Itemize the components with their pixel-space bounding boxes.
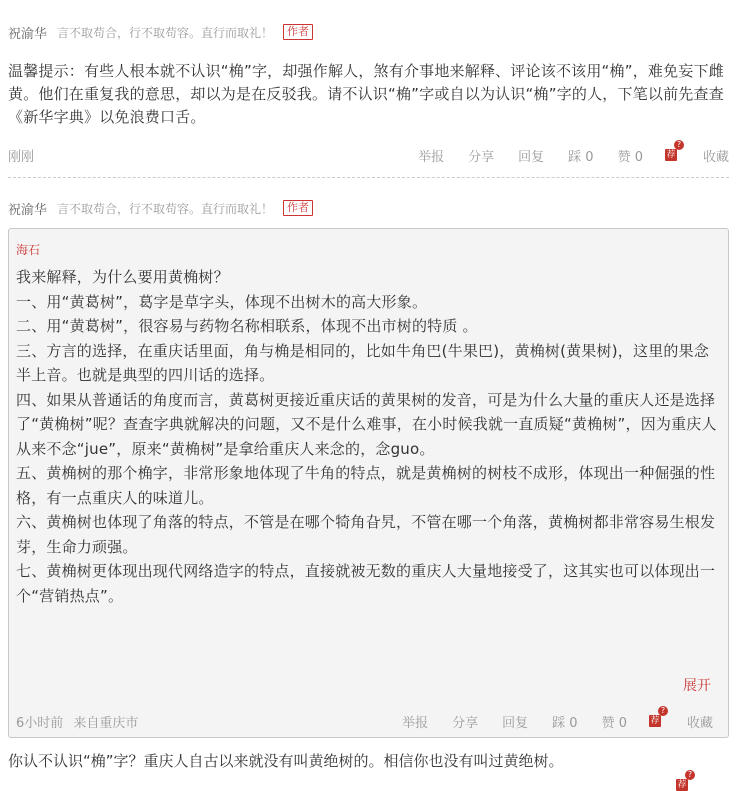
dislike-button[interactable]: 踩 0 bbox=[568, 149, 594, 165]
like-button[interactable]: 赞 0 bbox=[617, 149, 643, 165]
quoted-line: 六、黄桷树也体现了角落的特点，不管是在哪个犄角旮旯，不管在哪一个角落，黄桷树都非常容易生根发芽，生命力顽强。 bbox=[16, 513, 716, 556]
author-badge: 作者 bbox=[283, 200, 313, 216]
quoted-line: 一、用“黄葛树”，葛字是草字头，体现不出树木的高大形象。 bbox=[16, 292, 428, 311]
report-button[interactable]: 举报 bbox=[402, 715, 429, 731]
report-button[interactable]: 举报 bbox=[418, 149, 445, 165]
quoted-line: 二、用“黄葛树”，很容易与药物名称相联系，体现不出市树的特质 。 bbox=[16, 317, 478, 335]
comment-item bbox=[8, 190, 729, 790]
reply-button[interactable]: 回复 bbox=[518, 149, 545, 165]
author-name[interactable]: 祝渝华 bbox=[8, 26, 48, 42]
comment-header bbox=[8, 194, 729, 222]
dislike-button[interactable]: 踩 0 bbox=[552, 715, 578, 731]
recommend-button[interactable] bbox=[649, 706, 666, 728]
comment-header bbox=[8, 18, 729, 46]
help-badge-icon: ? bbox=[658, 706, 668, 716]
author-signature: 言不取苟合，行不取苟容。直行而取礼！ bbox=[57, 25, 274, 40]
divider bbox=[8, 177, 729, 178]
quoted-line: 三、方言的选择，在重庆话里面，角与桷是相同的，比如牛角巴(牛果巴)，黄桷树(黄果树)，这里的果念半上音。也就是典型的四川话的选择。 bbox=[16, 341, 710, 384]
recommend-icon: 荐 bbox=[666, 150, 676, 160]
help-badge-icon: ? bbox=[674, 140, 684, 150]
quoted-line: 我来解释，为什么要用黄桷树？ bbox=[16, 268, 229, 286]
comment-item bbox=[8, 0, 729, 178]
collect-button[interactable]: 收藏 bbox=[702, 149, 729, 165]
quoted-location: 来自重庆市 bbox=[73, 715, 139, 731]
comment-meta bbox=[8, 140, 729, 167]
share-button[interactable]: 分享 bbox=[452, 715, 479, 731]
quoted-author[interactable]: 海石 bbox=[16, 243, 41, 257]
comment-time: 刚刚 bbox=[8, 149, 35, 165]
reply-button[interactable]: 回复 bbox=[502, 715, 529, 731]
quoted-text bbox=[16, 265, 720, 608]
quoted-line: 五、黄桷树的那个桷字，非常形象地体现了牛角的特点，就是黄桷树的树枝不成形，体现出一种倔强的性格，有一点重庆人的味道儿。 bbox=[16, 464, 716, 507]
help-badge-icon: ? bbox=[685, 770, 695, 780]
author-name[interactable]: 祝渝华 bbox=[8, 202, 48, 218]
comment-text: 温馨提示：有些人根本就不认识“桷”字，却强作解人，煞有介事地来解释、评论该不该用“桷”，难免妄下雌黄。他们在重复我的意思，却以为是在反驳我。请不认识“桷”字或自以为认识“桷”字的人，下笔以前先查查《新华字典》以免浪费口舌。 bbox=[8, 62, 724, 126]
author-badge: 作者 bbox=[283, 24, 313, 40]
quoted-time: 6小时前 bbox=[16, 715, 64, 731]
like-button[interactable]: 赞 0 bbox=[601, 715, 627, 731]
quoted-time-location bbox=[16, 712, 378, 731]
comment-text: 你认不认识“桷”字？重庆人自古以来就没有叫黄绝树的。相信你也没有叫过黄绝树。 bbox=[8, 752, 564, 770]
share-button[interactable]: 分享 bbox=[468, 149, 495, 165]
quoted-line: 四、如果从普通话的角度而言，黄葛树更接近重庆话的黄果树的发音，可是为什么大量的重庆人还是选择了“黄桷树”呢？查查字典就解决的问题，又不是什么难事，在小时候我就一直质疑“黄桷树”，因为重庆人从来不念“jue”，原来“黄桷树”是拿给重庆人来念的，念guo。 bbox=[16, 390, 717, 458]
recommend-button[interactable] bbox=[665, 140, 682, 162]
quoted-comment bbox=[8, 228, 729, 738]
recommend-icon: 荐 bbox=[677, 780, 687, 790]
quoted-meta bbox=[16, 706, 713, 733]
author-signature: 言不取苟合，行不取苟容。直行而取礼！ bbox=[57, 201, 274, 216]
collect-button[interactable]: 收藏 bbox=[686, 715, 713, 731]
quoted-line: 七、黄桷树更体现出现代网络造字的特点，直接就被无数的重庆人大量地接受了，这其实也可以体现出一个“营销热点”。 bbox=[16, 562, 716, 605]
expand-link[interactable]: 展开 bbox=[683, 678, 711, 694]
recommend-icon: 荐 bbox=[650, 716, 660, 726]
